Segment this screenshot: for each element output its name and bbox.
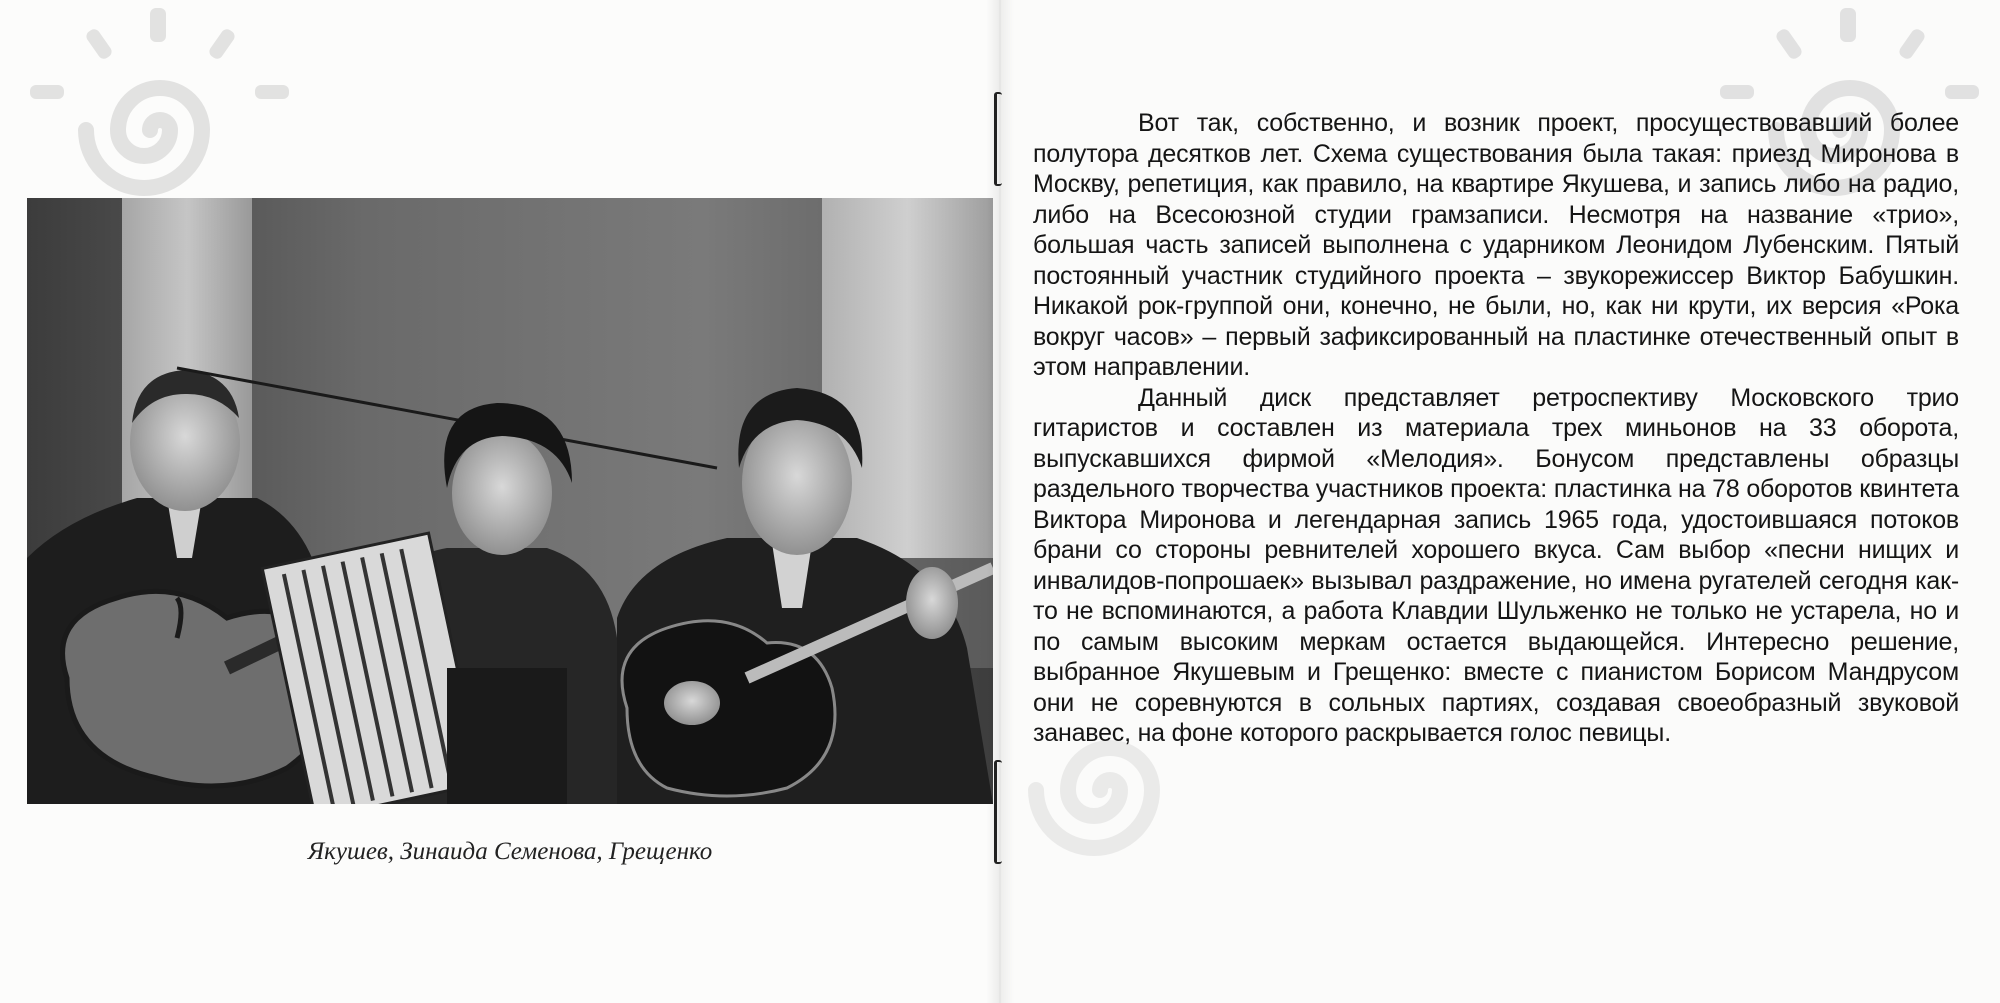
- photo-caption: Якушев, Зинаида Семенова, Грещенко: [307, 838, 713, 865]
- article-text: [1033, 108, 1959, 749]
- sun-spiral-watermark-icon: [10, 0, 310, 230]
- binding-staple-icon: [994, 92, 1002, 186]
- article-paragraph: Данный диск представляет ретроспективу Московского трио гитаристов и составлен из материала трех миньонов на 33 оборота, выпускавшихся фирмой «Мелодия». Бонусом представлены образцы раздельного творчества участников проекта: пластинка на 78 оборотов квинтета Виктора Миронова и легендарная запись 1965 года, удостоившаяся потоков брани со стороны ревнителей хорошего вкуса. Сам выбор «песни нищих и инвалидов-попрошаек» вызывал раздражение, но имена ругателей сегодня как-то не вспоминаются, а работа Клавдии Шульженко не только не устарела, но и по самым высоким меркам остается выдающейся. Интересно решение, выбранное Якушевым и Грещенко: вместе с пианистом Борисом Мандрусом они не соревнуются в сольных партиях, создавая своеобразный звуковой занавес, на фоне которого раскрывается голос певицы.: [1033, 383, 1959, 747]
- binding-staple-icon: [994, 760, 1002, 864]
- band-photo: [27, 198, 993, 804]
- article-paragraph: Вот так, собственно, и возник проект, просуществовавший более полутора десятков лет. Схема существования была такая: приезд Миронова в Москву, репетиция, как правило, на квартире Якушева, и запись либо на радио, либо на Всесоюзной студии грамзаписи. Несмотря на название «трио», большая часть записей выполнена с ударником Леонидом Лубенским. Пятый постоянный участник студийного проекта – звукорежиссер Виктор Бабушкин. Никакой рок-группой они, конечно, не были, но, как ни крути, их версия «Рока вокруг часов» – первый зафиксированный на пластинке отечественный опыт в этом направлении.: [1033, 109, 1959, 381]
